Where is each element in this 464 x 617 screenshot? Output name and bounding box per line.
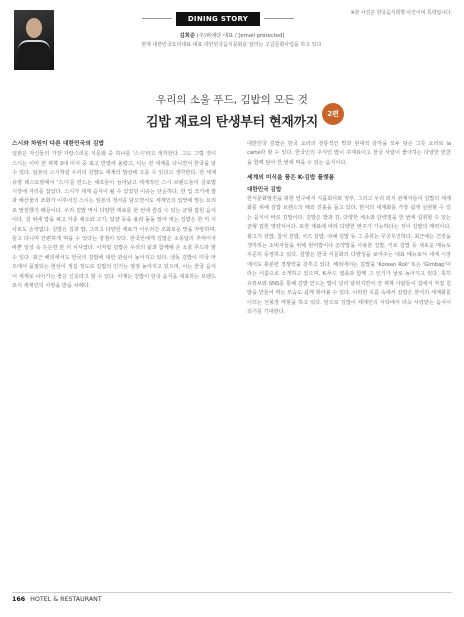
page-number: 166 [12,596,26,603]
article-header [14,10,450,76]
left-column [12,140,216,292]
page-footer [12,596,102,603]
left-body-text: 일본은 자신들의 가장 자랑스러운 식문화 중 하나를 '스시'라고 생각한다. 그도 그럴 것이 스시는 이미 전 세계 3대 미식 중 최고 반열에 올랐고, 이는 전 세계를 다니면서 한국을 알 수 있다. 일본의 스시처럼 우리의 김밥도 세계의 밥상에 오를 수 있다고 생각한다. 전 세계 유명 레스토랑에서 '스시'를 만드는 셰프들이 늘어났고 세계적인 스시 브랜드들이 글로벌 시장에 자리를 잡았다. 스시가 세계 음식이 될 수 있었던 이유는 단순하다. 한 입 크기에 쌀과 해산물의 조화가 이루어진 스시는 일본의 정서를 담으면서도 세계인의 입맛에 맞는 요리로 발전했기 때문이다. 우리 김밥 역시 다양한 재료를 한 번에 즐길 수 있는 균형 잡힌 음식이다. 김 위에 밥을 펴고 각종 채소와 고기, 달걀 등을 올려 돌돌 말아 먹는 김밥은 한 끼 식사로도 손색없다. 김밥은 김과 밥, 그리고 다양한 재료가 어우러진 조화로운 맛을 자랑하며, 들고 다니며 간편하게 먹을 수 있다는 장점이 있다. 한국인에게 김밥은 소풍날의 추억이자 바쁜 일상 속 든든한 한 끼 식사였다. 이처럼 김밥은 우리의 삶과 함께해 온 소울 푸드라 할 수 있다. 최근 해외에서도 한국의 김밥에 대한 관심이 높아지고 있다. 냉동 김밥이 미국 마트에서 품절되는 현상이 생길 정도로 김밥의 인기는 점점 높아지고 있으며, 이는 한국 음식이 세계로 나아가는 좋은 신호라고 할 수 있다. 이제는 김밥이 한국 음식을 대표하는 브랜드로서 세계인의 사랑을 받을 차례다. [12,151,216,290]
article-main-title: 김밥 재료의 탄생부터 현재까지 [145,115,319,130]
left-section-heading: 스시와 차원이 다른 대한민국의 김밥 [12,141,105,147]
section-badge: DINING STORY [176,12,260,26]
article-main-title-row [145,110,339,130]
part-badge: 2편 [322,103,344,125]
right-body-text: 한식문화발전을 위한 연구에서 식품회사와 정부, 그리고 우리 외식 관계자들이 김밥의 세계화를 위해 김밥 브랜드의 해외 진출을 돕고 있다. 한식의 세계화를 가장 쉽게 실현할 수 있는 음식이 바로 김밥이다. 김밥은 밥과 김, 다양한 채소와 단백질을 한 번에 섭취할 수 있는 균형 잡힌 영양식이다. 또한 재료에 따라 다양한 변주가 가능하다는 것이 김밥의 매력이다. 불고기 김밥, 참치 김밥, 치즈 김밥, 야채 김밥 등 그 종류는 무궁무진하다. 최근에는 건강을 생각하는 소비자들을 위해 현미밥이나 곤약밥을 사용한 김밥, 키토 김밥 등 새로운 메뉴도 꾸준히 등장하고 있다. 김밥은 한국 식문화의 다양성을 보여주는 대표 메뉴로서 세계 시장에서도 충분한 경쟁력을 갖추고 있다. 해외에서는 김밥을 'Korean Roll' 또는 'Gimbap'이라는 이름으로 소개하고 있으며, K-푸드 열풍과 함께 그 인기가 날로 높아지고 있다. 특히 유튜브와 SNS를 통해 김밥 만드는 법이 널리 알려지면서 전 세계 사람들이 집에서 직접 김밥을 만들어 먹는 모습도 쉽게 찾아볼 수 있다. 이러한 흐름 속에서 김밥은 한식의 세계화를 이끄는 선봉장 역할을 하고 있다. 앞으로 김밥이 세계인의 식탁에서 더욱 사랑받는 음식이 되기를 기대한다. [247,196,451,315]
author-role: (주)위에다 대표 / [196,33,237,39]
article-title-block [0,92,464,130]
article-subtitle: 우리의 소울 푸드, 김밥의 모든 것 [156,94,308,106]
author-byline [14,31,450,39]
author-photo [14,10,54,70]
author-email[interactable]: [email protected] [238,33,285,39]
photo-credit-note: ※본 사진은 한국음식희명 사진이며 특허입니다. [350,10,452,16]
footer-divider [12,592,452,593]
right-subheading: 대한민국 김밥 [247,186,282,193]
magazine-name: HOTEL & RESTAURANT [30,596,102,603]
right-column [247,140,451,317]
right-section-heading: 세계의 미식을 품은 K-김밥 플랫폼 [247,175,335,182]
right-intro-text: 대한민국 김밥은 한국 요리의 전통적인 맛과 현대적 감각을 모두 담은 그릇 요리로 la carte라 할 수 있다. 한국인의 주식인 밥이 주재료이고 한국 사람이 좋아하는 다양한 반찬을 함께 담아 한 번에 먹을 수 있는 음식이다. [247,141,451,166]
author-description: 현재 대한민국요리대표 대표 대한민국음식문화를 알리는 고급문화사업을 하고 있다. [141,42,323,48]
author-name: 김희준 [179,33,195,39]
